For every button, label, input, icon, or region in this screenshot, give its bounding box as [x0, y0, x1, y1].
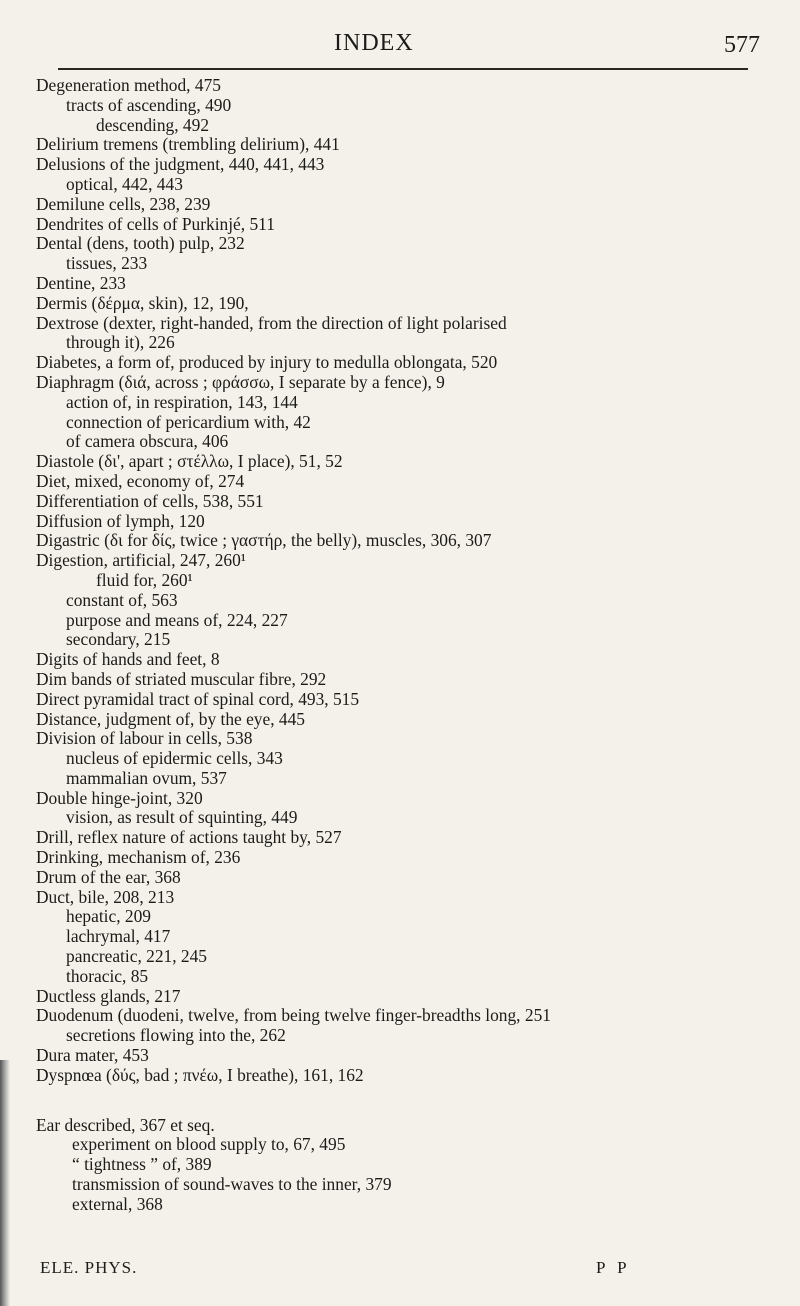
page-header — [0, 30, 800, 70]
index-subentry: transmission of sound-waves to the inner, 379 — [72, 1174, 392, 1195]
index-subentry: tissues, 233 — [66, 253, 148, 274]
index-subentry: experiment on blood supply to, 67, 495 — [72, 1134, 346, 1155]
index-subentry: thoracic, 85 — [66, 965, 149, 986]
index-entry: Delusions of the judgment, 440, 441, 443 — [36, 154, 325, 175]
index-entry: Duodenum (duodeni, twelve, from being twelve finger-breadths long, 251 — [36, 1005, 551, 1026]
gathering-mark: P P — [596, 1258, 631, 1277]
index-entry: Ear described, 367 et seq. — [36, 1114, 215, 1135]
index-entry: Drum of the ear, 368 — [36, 866, 181, 887]
index-entry: Degeneration method, 475 — [36, 75, 221, 95]
index-entry: Double hinge-joint, 320 — [36, 787, 203, 808]
running-head: INDEX — [334, 30, 414, 56]
index-subentry: mammalian ovum, 537 — [66, 767, 227, 788]
index-subentry: lachrymal, 417 — [66, 926, 171, 947]
index-entry: Demilune cells, 238, 239 — [36, 193, 211, 214]
page-footer — [0, 1258, 800, 1282]
section-gap — [36, 1086, 776, 1116]
index-subentry: connection of pericardium with, 42 — [66, 411, 311, 432]
index-entry: Drill, reflex nature of actions taught by, 527 — [36, 827, 342, 848]
index-entry: Duct, bile, 208, 213 — [36, 886, 175, 907]
header-rule — [58, 68, 748, 70]
index-entry: Dentine, 233 — [36, 272, 126, 293]
index-entries — [36, 76, 776, 1215]
index-subentry: of camera obscura, 406 — [66, 431, 229, 452]
index-subentry: vision, as result of squinting, 449 — [66, 807, 298, 828]
index-entry: Ductless glands, 217 — [36, 985, 181, 1006]
index-entry: Dendrites of cells of Purkinjé, 511 — [36, 213, 275, 234]
index-entry: Drinking, mechanism of, 236 — [36, 847, 241, 868]
index-subentry: optical, 442, 443 — [66, 173, 183, 194]
index-entry: Distance, judgment of, by the eye, 445 — [36, 708, 306, 729]
index-subentry: “ tightness ” of, 389 — [72, 1154, 212, 1175]
index-subentry: nucleus of epidermic cells, 343 — [66, 748, 283, 769]
index-entry: Differentiation of cells, 538, 551 — [36, 490, 264, 511]
index-entry: Digits of hands and feet, 8 — [36, 649, 220, 670]
index-entry: Digastric (δι for δίς, twice ; γαστήρ, the belly), muscles, 306, 307 — [36, 530, 492, 551]
index-entry: Diaphragm (διά, across ; φράσσω, I separate by a fence), 9 — [36, 371, 445, 392]
index-entry: Dextrose (dexter, right-handed, from the direction of light polarised — [36, 312, 507, 333]
index-subentry: action of, in respiration, 143, 144 — [66, 391, 298, 412]
index-entry: Dermis (δέρμα, skin), 12, 190, — [36, 292, 249, 313]
index-entry: Dura mater, 453 — [36, 1045, 149, 1066]
index-subentry: secondary, 215 — [66, 629, 171, 650]
index-subentry: secretions flowing into the, 262 — [66, 1025, 286, 1046]
index-subentry: through it), 226 — [66, 332, 175, 353]
index-subentry: external, 368 — [72, 1193, 163, 1214]
index-entry: Dental (dens, tooth) pulp, 232 — [36, 233, 245, 254]
page-edge-shadow — [0, 1060, 10, 1306]
index-entry: Dyspnœa (δύς, bad ; πνέω, I breathe), 161, 162 — [36, 1064, 364, 1085]
index-entry: Diet, mixed, economy of, 274 — [36, 470, 245, 491]
index-subentry: fluid for, 260¹ — [96, 569, 193, 590]
index-entry: Delirium tremens (trembling delirium), 441 — [36, 134, 340, 155]
index-entry: Diabetes, a form of, produced by injury to medulla oblongata, 520 — [36, 352, 498, 373]
index-subentry: descending, 492 — [96, 114, 210, 135]
index-subentry: constant of, 563 — [66, 589, 178, 610]
index-subentry: hepatic, 209 — [66, 906, 151, 927]
index-entry: Diffusion of lymph, 120 — [36, 510, 205, 531]
index-entry: Digestion, artificial, 247, 260¹ — [36, 550, 246, 571]
signature-mark: ELE. PHYS. — [40, 1258, 138, 1277]
index-subentry: purpose and means of, 224, 227 — [66, 609, 288, 630]
page-number: 577 — [724, 32, 760, 58]
index-entry: Division of labour in cells, 538 — [36, 728, 253, 749]
index-subentry: tracts of ascending, 490 — [66, 94, 232, 115]
index-entry: Diastole (δι', apart ; στέλλω, I place), 51, 52 — [36, 451, 343, 472]
index-subentry: pancreatic, 221, 245 — [66, 946, 208, 967]
index-entry: Dim bands of striated muscular fibre, 292 — [36, 668, 327, 689]
index-entry: Direct pyramidal tract of spinal cord, 493, 515 — [36, 688, 360, 709]
